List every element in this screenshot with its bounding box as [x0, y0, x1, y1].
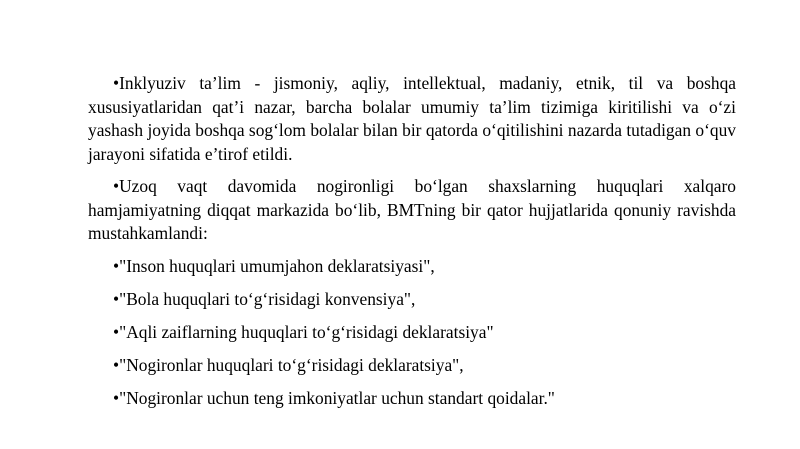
list-item-text: "Nogironlar uchun teng imkoniyatlar uchun standart qoidalar.": [119, 387, 555, 408]
bullet-icon: •: [113, 176, 120, 196]
bullet-icon: •: [113, 255, 120, 276]
list-item-text: "Bola huquqlari to‘g‘risidagi konvensiya",: [119, 288, 416, 309]
list-item-text: "Inson huquqlari umumjahon deklaratsiyasi",: [119, 255, 435, 276]
paragraph-inclusive-education: [88, 72, 736, 166]
un-documents-list: [88, 255, 736, 411]
bullet-icon: •: [113, 73, 120, 93]
slide-content: [88, 72, 736, 420]
paragraph-disability-rights: [88, 175, 736, 246]
list-item-text: "Nogironlar huquqlari to‘g‘risidagi deklaratsiya",: [119, 354, 464, 375]
paragraph-text: Inklyuziv ta’lim - jismoniy, aqliy, intellektual, madaniy, etnik, til va boshqa xususiyatlaridan qat’i nazar, barcha bolalar umumiy ta’lim tizimiga kiritilishi va o‘zi yashash joyida boshqa sog‘lom bolalar bilan bir qatorda o‘qitilishini nazarda tutadigan o‘quv jarayoni sifatida e’tirof etildi.: [88, 73, 736, 164]
list-item-text: "Aqli zaiflarning huquqlari to‘g‘risidagi deklaratsiya": [119, 321, 494, 342]
bullet-icon: •: [113, 354, 120, 375]
list-item: [88, 321, 736, 345]
list-item: [88, 354, 736, 378]
bullet-icon: •: [113, 387, 120, 408]
list-item: [88, 255, 736, 279]
list-item: [88, 387, 736, 411]
paragraph-text: Uzoq vaqt davomida nogironligi bo‘lgan shaxslarning huquqlari xalqaro hamjamiyatning diqqat markazida bo‘lib, BMTning bir qator hujjatlarida qonuniy ravishda mustahkamlandi:: [88, 176, 736, 243]
list-item: [88, 288, 736, 312]
bullet-icon: •: [113, 321, 120, 342]
bullet-icon: •: [113, 288, 120, 309]
